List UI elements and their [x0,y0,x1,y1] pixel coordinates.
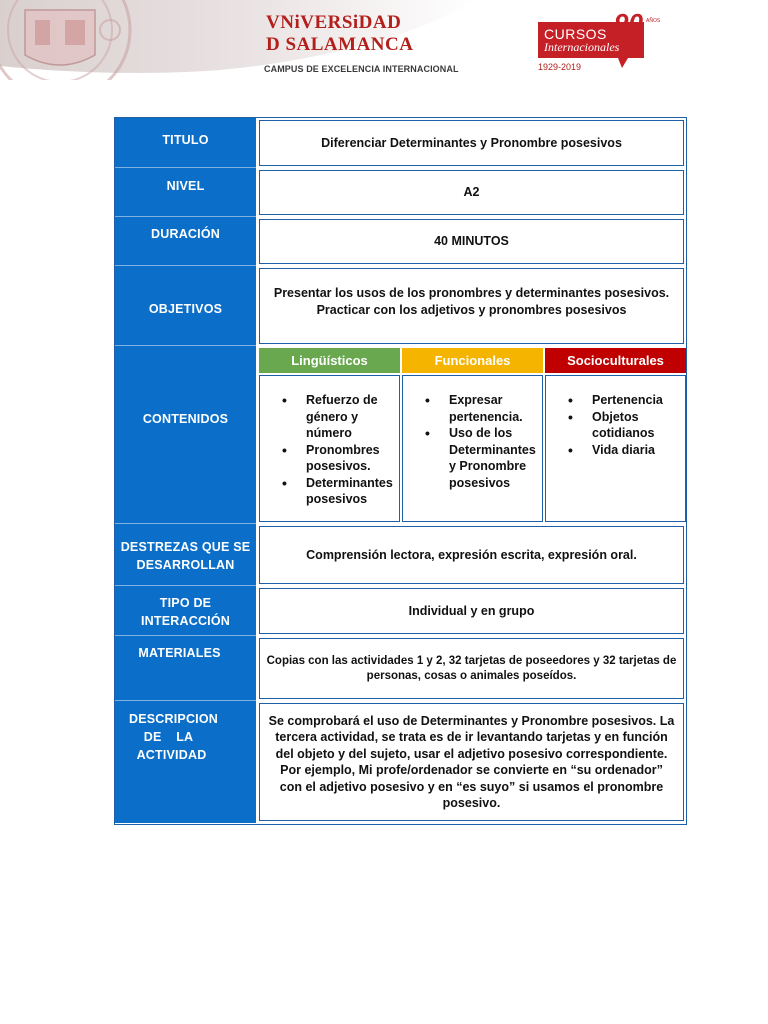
label-destrezas-line2: DESARROLLAN [136,558,235,572]
funcionales-body [402,375,543,522]
list-item: • Objetos cotidianos [546,409,685,442]
label-duracion-text: DURACIÓN [151,227,220,241]
contenidos-funcionales [402,348,543,522]
campus-subtitle: CAMPUS DE EXCELENCIA INTERNACIONAL [264,64,459,74]
row-objetivos [115,266,686,346]
university-name [266,12,466,56]
linguisticos-header: Lingüísticos [259,348,400,373]
row-materiales [115,636,686,701]
label-interaccion-line2: INTERACCIÓN [140,614,230,628]
university-name-line1: VNiVERSiDAD [266,12,402,33]
value-nivel: A2 [259,170,684,215]
value-objetivos [259,268,684,344]
anniversary-number: 90 [614,8,643,38]
value-descripcion: Se comprobará el uso de Determinantes y Pronombre posesivos. La tercera actividad, se trata es de ir levantando tarjetas y en función del objeto y del sujeto, usar el adjetivo posesivo correspondiente. Por ejemplo, Mi profe/ordenador se convierte en “su ordenador” con el adjetivo posesivo y en “es suyo” si usamos el pronombre posesivo. [259,703,684,821]
value-materiales [259,638,684,699]
objetivos-line1: Presentar los usos de los pronombres y determinantes posesivos. [273,286,670,300]
row-interaccion [115,586,686,636]
row-destrezas [115,524,686,586]
label-interaccion [115,586,256,636]
value-titulo: Diferenciar Determinantes y Pronombre posesivos [259,120,684,166]
value-duracion: 40 MINUTOS [259,219,684,264]
linguisticos-list [260,392,399,508]
objetivos-line2: Practicar con los adjetivos y pronombres posesivos [316,302,627,317]
list-item: • Vida diaria [546,442,685,459]
funcionales-header: Funcionales [402,348,543,373]
label-objetivos [115,266,256,346]
label-descripcion-line3: ACTIVIDAD [136,748,207,762]
list-item: • Expresar pertenencia. [403,392,542,425]
row-descripcion [115,701,686,823]
contenidos-linguisticos [259,348,400,522]
row-duracion [115,217,686,266]
cursos-line1: CURSOS [544,26,607,42]
anniversary-word: AÑOS [646,18,661,24]
row-contenidos [115,346,686,524]
label-descripcion-line2: DE LA [143,730,194,744]
socioculturales-header: Socioculturales [545,348,686,373]
activity-sheet-table [114,117,687,825]
list-item: • Pronombres posesivos. [260,442,399,475]
label-materiales-text: MATERIALES [138,646,221,660]
socioculturales-body [545,375,686,522]
list-item: • Refuerzo de género y número [260,392,399,442]
label-destrezas-line1: DESTREZAS QUE SE [120,540,251,554]
label-destrezas [115,524,256,586]
label-descripcion [115,701,256,823]
label-duracion [115,217,256,266]
list-item: • Determinantes posesivos [260,475,399,508]
cursos-line2: Internacionales [544,40,620,54]
list-item: • Uso de los Determinantes y Pronombre posesivos [403,425,542,491]
contenidos-socioculturales [545,348,686,522]
label-nivel-text: NIVEL [166,179,205,193]
row-titulo [115,118,686,168]
label-contenidos-text: CONTENIDOS [142,412,229,426]
university-name-line2: D SALAMANCA [266,34,414,55]
value-interaccion: Individual y en grupo [259,588,684,634]
label-titulo [115,118,256,168]
label-interaccion-line1: TIPO DE [159,596,212,610]
materiales-line1: Copias con las actividades 1 y 2, 32 tarjetas de poseedores y 32 tarjetas de [266,654,677,667]
label-nivel [115,168,256,217]
label-contenidos [115,346,256,524]
materiales-line2: personas, cosas o animales poseídos. [366,669,577,682]
linguisticos-body [259,375,400,522]
label-materiales [115,636,256,701]
row-nivel [115,168,686,217]
funcionales-list [403,392,542,491]
label-titulo-text: TITULO [162,133,209,147]
socioculturales-list [546,392,685,458]
cursos-years: 1929-2019 [538,62,582,72]
label-objetivos-text: OBJETIVOS [148,302,223,316]
label-descripcion-line1: DESCRIPCION [128,712,219,726]
value-destrezas: Comprensión lectora, expresión escrita, expresión oral. [259,526,684,584]
list-item: • Pertenencia [546,392,685,409]
